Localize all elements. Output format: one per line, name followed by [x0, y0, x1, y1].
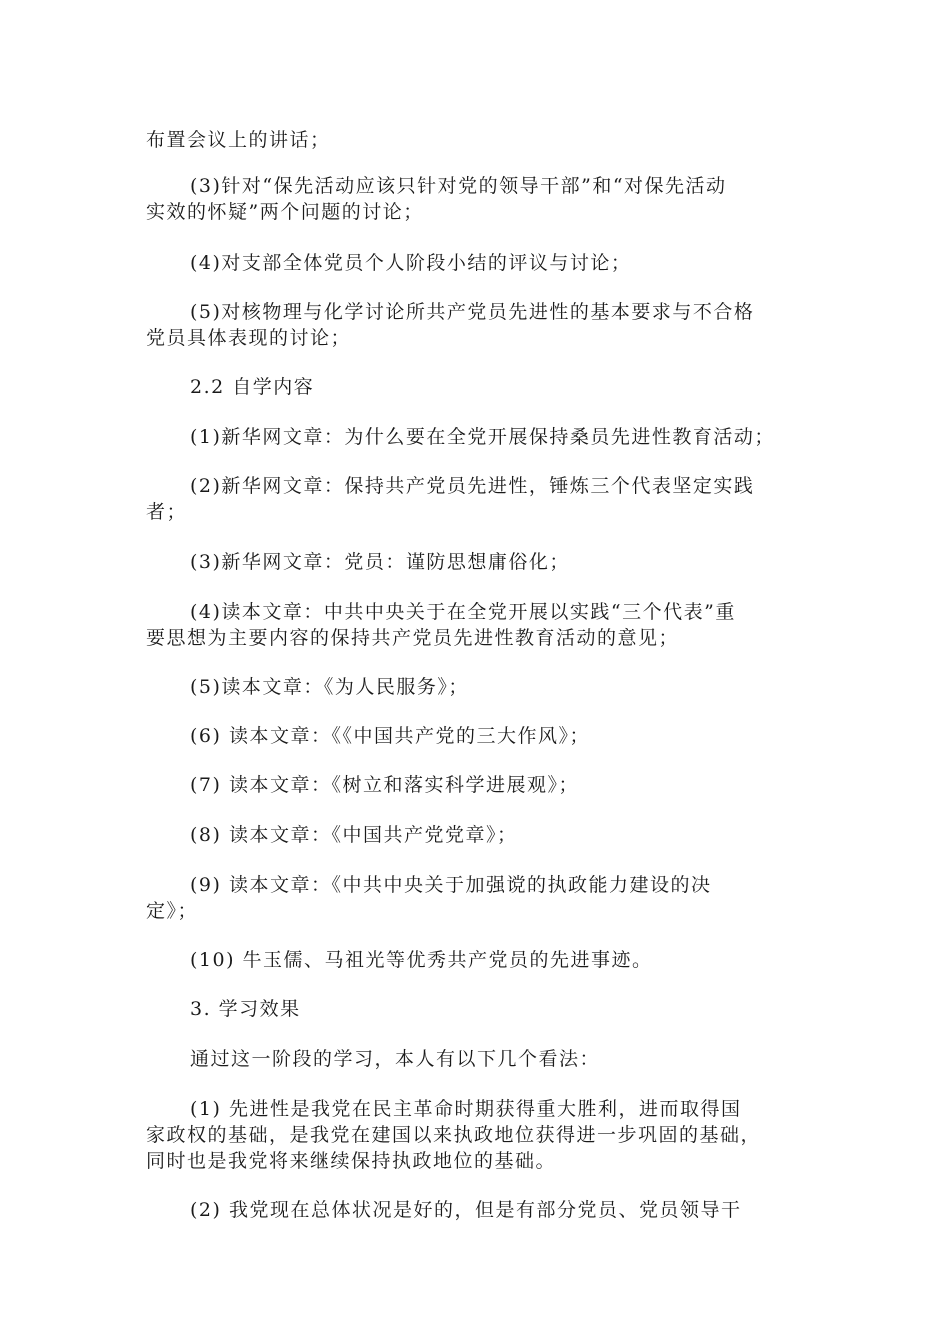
text-line: 要思想为主要内容的保持共产党员先进性教育活动的意见； — [146, 627, 680, 649]
text-line: (1) 先进性是我党在民主革命时期获得重大胜利，进而取得国 — [190, 1098, 742, 1120]
text-line: (9) 读本文章：《中共中央关于加强谠的执政能力建设的决 — [190, 874, 712, 896]
text-line: 同时也是我党将来继续保持执政地位的基础。 — [146, 1150, 557, 1172]
text-line: 定》； — [146, 900, 199, 922]
text-line: (5)对核物理与化学讨论所共产党员先进性的基本要求与不合格 — [190, 301, 755, 323]
text-line: (8) 读本文章：《中国共产党党章》； — [190, 824, 518, 846]
text-line: 实效的怀疑”两个问题的讨论； — [146, 201, 424, 223]
text-line: 者； — [146, 501, 188, 523]
text-line: 家政权的基础，是我党在建国以来执政地位获得进一步巩固的基础， — [146, 1124, 762, 1146]
section-heading: 3. 学习效果 — [190, 998, 301, 1020]
text-line: (4)读本文章：中共中央关于在全党开展以实践“三个代表”重 — [190, 601, 736, 623]
text-line: (6) 读本文章：《《中国共产党的三大作风》； — [190, 725, 590, 747]
text-line: 布置会议上的讲话； — [146, 129, 331, 151]
text-line: (3)针对“保先活动应该只针对党的领导干部”和“对保先活动 — [190, 175, 727, 197]
text-line: (4)对支部全体党员个人阶段小结的评议与讨论； — [190, 252, 632, 274]
text-line: (2)新华网文章：保持共产党员先进性，锤炼三个代表坚定实践 — [190, 475, 755, 497]
text-line: 党员具体表现的讨论； — [146, 327, 352, 349]
text-line: (7) 读本文章：《树立和落实科学进展观》； — [190, 774, 579, 796]
section-heading: 2.2 自学内容 — [190, 376, 315, 398]
text-line: (2) 我党现在总体状况是好的，但是有部分党员、党员领导干 — [190, 1199, 742, 1221]
text-line: (5)读本文章：《为人民服务》； — [190, 676, 469, 698]
text-line: (10) 牛玉儒、马祖光等优秀共产党员的先进事迹。 — [190, 949, 653, 971]
text-line: (1)新华网文章：为什么要在全党开展保持桑员先进性教育活动； — [190, 426, 775, 448]
text-line: 通过这一阶段的学习，本人有以下几个看法： — [190, 1048, 601, 1070]
text-line: (3)新华网文章：党员：谨防思想庸俗化； — [190, 551, 570, 573]
